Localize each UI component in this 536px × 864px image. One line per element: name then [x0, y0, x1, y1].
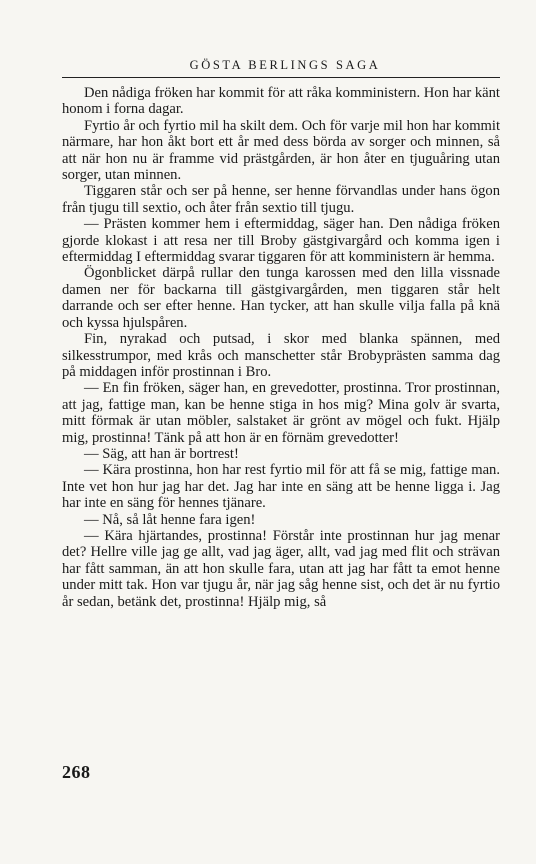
- running-head: GÖSTA BERLINGS SAGA: [189, 58, 381, 72]
- body-text: [62, 85, 500, 610]
- paragraph: Ögonblicket därpå rullar den tunga karossen med den lilla vissnade damen ner för backarna till gästgivargården, men tiggaren står helt darrande och ser efter henne. Han tycker, att han skulle vilja falla på knä och kyssa hjulspåren.: [62, 265, 500, 331]
- paragraph: Den nådiga fröken har kommit för att råka komministern. Hon har känt honom i forna dagar.: [62, 85, 500, 118]
- header-rule: [62, 77, 500, 78]
- paragraph: — Kära prostinna, hon har rest fyrtio mil för att få se mig, fattige man. Inte vet hon hur jag har det. Jag har inte en säng att be henne ligga i. Jag har inte en säng för hennes tjänare.: [62, 462, 500, 512]
- paragraph: — Säg, att han är bortrest!: [84, 445, 239, 462]
- book-page: [62, 56, 500, 610]
- paragraph: — Prästen kommer hem i eftermiddag, säger han. Den nådiga fröken gjorde klokast i att resa ner till Broby gästgivargård och komma igen i eftermiddag I eftermiddag svarar tiggaren för att komministern är hemma.: [62, 216, 500, 266]
- paragraph: — Nå, så låt henne fara igen!: [84, 511, 256, 528]
- paragraph: Fyrtio år och fyrtio mil ha skilt dem. Och för varje mil hon har kommit närmare, har hon åkt bort ett år med dess börda av sorger och minnen, så att när hon nu är framme vid prästgården, är hon åter en tjuguåring utan sorger, utan minnen.: [62, 117, 500, 184]
- paragraph: — En fin fröken, säger han, en grevedotter, prostinna. Tror prostinnan, att jag, fattige man, kan be henne stiga in hos mig? Mina golv är svarta, mitt förmak är utan möbler, salstaket är grönt av mögel och fukt. Hjälp mig, prostinna! Tänk på att hon är en förnäm grevedotter!: [62, 380, 500, 446]
- page-number: 268: [62, 762, 91, 782]
- paragraph: Fin, nyrakad och putsad, i skor med blanka spännen, med silkesstrumpor, med krås och manschetter står Brobyprästen samma dag på middagen inför prostinnan i Bro.: [62, 331, 500, 380]
- paragraph: Tiggaren står och ser på henne, ser henne förvandlas under hans ögon från tjugu till sextio, och åter från sextio till tjugu.: [62, 183, 500, 216]
- paragraph: — Kära hjärtandes, prostinna! Förstår inte prostinnan hur jag menar det? Hellre ville jag ge allt, vad jag äger, allt, vad jag med flit och strävan har fått samman, än att hon skulle fara, utan att jag har fått ta emot henne under mitt tak. Hon var tjugu år, när jag såg henne sist, och det är nu fyrtio år sedan, betänk det, prostinna! Hjälp mig, så: [62, 527, 500, 610]
